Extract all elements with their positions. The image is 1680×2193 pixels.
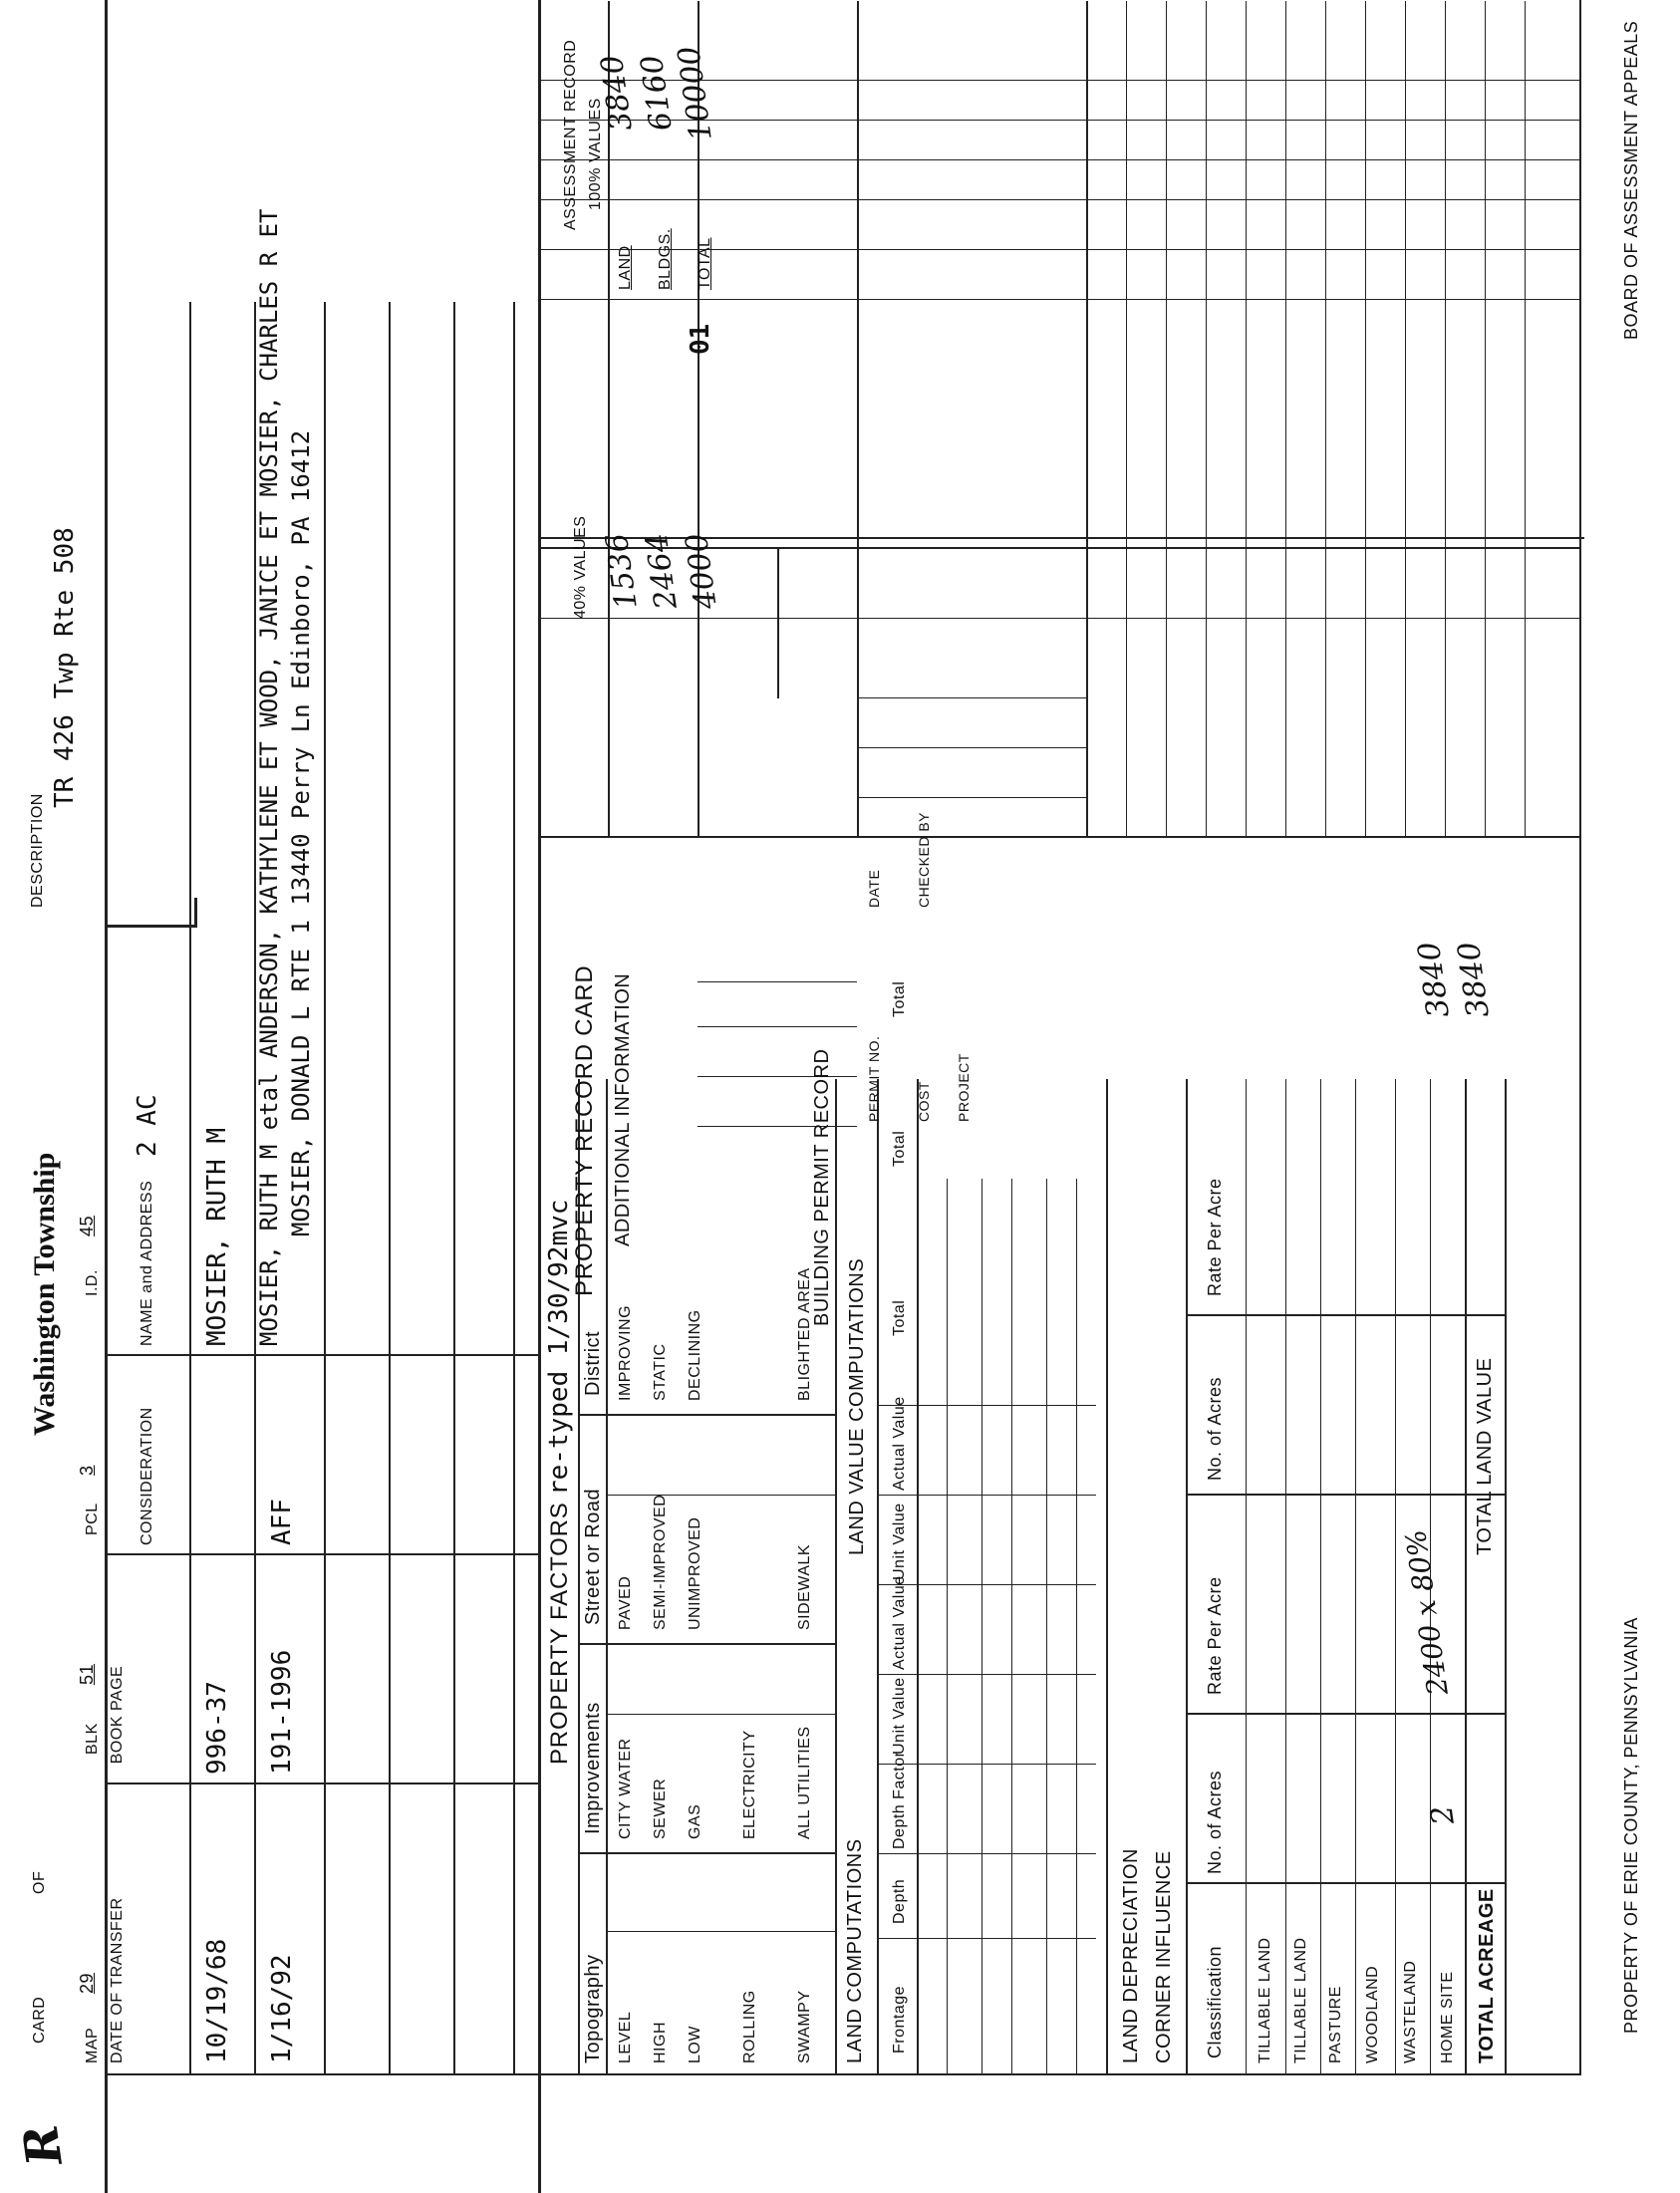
assess-land: 3840	[594, 53, 640, 134]
assess-label-land: LAND	[617, 245, 634, 290]
class-tillable-2: TILLABLE LAND	[1292, 1937, 1309, 2063]
class-woodland: WOODLAND	[1364, 1965, 1381, 2063]
lc-unit-value-1: Unit Value	[891, 1677, 908, 1755]
dep-rate-1: Rate Per Acre	[1205, 1576, 1225, 1695]
assess-label-total: TOTAL	[697, 237, 713, 290]
lc-depth-factor: Depth Factor	[891, 1751, 908, 1849]
total-land-value-label: TOTAL LAND VALUE	[1474, 1357, 1496, 1555]
values-40-code: 01	[686, 323, 715, 355]
description-value: TR 426 Twp Rte 508	[50, 527, 80, 808]
permit-checked-label: CHECKED BY	[916, 811, 932, 908]
imp-all-utilities: ALL UTILITIES	[796, 1726, 813, 1839]
col-book: BOOK PAGE	[109, 1665, 126, 1765]
values-40-total: 4000	[679, 531, 724, 612]
transfer-1-book: 996-37	[202, 1681, 232, 1775]
land-computations-title: LAND COMPUTATIONS	[844, 1838, 866, 2063]
id-value: 45	[77, 1215, 97, 1236]
assess-bldgs: 6160	[634, 53, 680, 134]
topo-high: HIGH	[652, 2022, 669, 2063]
blk-value: 51	[77, 1663, 97, 1685]
values-40-bldgs: 2464	[639, 531, 685, 612]
initial-mark: R	[12, 2121, 74, 2169]
imp-electricity: ELECTRICITY	[741, 1730, 758, 1839]
township-title: Washington Township	[28, 1152, 61, 1436]
assess-label-bldgs: BLDGS.	[657, 228, 674, 290]
topo-level: LEVEL	[617, 2011, 634, 2063]
class-pasture: PASTURE	[1327, 1986, 1344, 2063]
card-label: CARD	[31, 1996, 48, 2044]
home-site-total: 3840	[1411, 940, 1457, 1020]
lc-total-1: Total	[891, 1299, 908, 1336]
land-value-computations-title: LAND VALUE COMPUTATIONS	[846, 1257, 868, 1555]
district-blighted: BLIGHTED AREA	[796, 1267, 813, 1401]
col-name: NAME and ADDRESS	[139, 1180, 155, 1346]
permit-no-label: PERMIT NO.	[866, 1035, 882, 1122]
class-wasteland: WASTELAND	[1402, 1960, 1419, 2063]
assessment-subtitle: 100% VALUES	[587, 98, 604, 210]
values-40-label: 40% VALUES	[572, 515, 589, 619]
street-sidewalk: SIDEWALK	[796, 1543, 813, 1630]
land-depreciation-title: LAND DEPRECIATION	[1120, 1848, 1142, 2063]
property-factors-note: re-typed 1/30/92mvc	[544, 1199, 574, 1496]
col-date: DATE OF TRANSFER	[109, 1897, 126, 2063]
home-site-rate: 2400 x 80%	[1398, 1527, 1455, 1698]
dep-acres-1: No. of Acres	[1205, 1770, 1225, 1874]
corner-influence-title: CORNER INFLUENCE	[1153, 1850, 1175, 2063]
street-unimproved: UNIMPROVED	[687, 1516, 703, 1630]
col-improvements: Improvements	[582, 1702, 604, 1834]
district-static: STATIC	[652, 1343, 669, 1401]
pcl-value: 3	[77, 1465, 97, 1476]
imp-city-water: CITY WATER	[617, 1738, 634, 1839]
map-value: 29	[77, 1972, 97, 1994]
col-consideration: CONSIDERATION	[139, 1407, 155, 1545]
transfer-2-date: 1/16/92	[267, 1954, 297, 2063]
blk-label: BLK	[84, 1723, 101, 1755]
id-label: I.D.	[84, 1269, 101, 1296]
total-land-value: 3840	[1451, 940, 1497, 1020]
footer-right: BOARD OF ASSESSMENT APPEALS	[1621, 20, 1641, 340]
topo-swampy: SWAMPY	[796, 1990, 813, 2063]
lc-depth: Depth	[891, 1878, 908, 1924]
col-street: Street or Road	[582, 1488, 604, 1625]
topo-low: LOW	[687, 2026, 703, 2063]
map-label: MAP	[84, 2027, 101, 2063]
lc-total-2: Total	[891, 1130, 908, 1167]
description-label: DESCRIPTION	[29, 793, 46, 908]
class-tillable-1: TILLABLE LAND	[1257, 1937, 1273, 2063]
col-district: District	[582, 1330, 604, 1396]
pcl-label: PCL	[84, 1503, 101, 1535]
permit-date-label: DATE	[866, 869, 882, 908]
of-label: OF	[31, 1870, 48, 1894]
class-home-site: HOME SITE	[1439, 1971, 1456, 2063]
permit-project-label: PROJECT	[956, 1053, 972, 1122]
transfer-2-book: 191-1996	[267, 1649, 297, 1775]
permit-title: BUILDING PERMIT RECORD	[811, 1048, 833, 1326]
home-site-acres: 2	[1424, 1802, 1462, 1827]
district-improving: IMPROVING	[617, 1304, 634, 1401]
values-40-land: 1536	[599, 531, 645, 612]
lc-total-3: Total	[891, 980, 908, 1017]
acreage-note: 2 AC	[133, 1094, 162, 1157]
transfer-2-name-line2: MOSIER, DONALD L RTE 1 13440 Perry Ln Edinboro, PA 16412	[287, 429, 315, 1236]
transfer-1-date: 10/19/68	[202, 1938, 232, 2063]
card-title: PROPERTY RECORD CARD	[571, 964, 598, 1296]
assessment-title: ASSESSMENT RECORD	[562, 39, 579, 230]
district-declining: DECLINING	[687, 1309, 703, 1401]
additional-info: ADDITIONAL INFORMATION	[612, 972, 634, 1246]
lc-actual-value-2: Actual Value	[891, 1396, 908, 1491]
assess-total: 10000	[671, 44, 719, 143]
lc-frontage: Frontage	[891, 1985, 908, 2054]
dep-classification: Classification	[1205, 1945, 1225, 2058]
lc-unit-value-2: Unit Value	[891, 1503, 908, 1580]
dep-rate-2: Rate Per Acre	[1205, 1178, 1225, 1296]
imp-sewer: SEWER	[652, 1778, 669, 1839]
street-semi: SEMI-IMPROVED	[652, 1494, 669, 1630]
col-topography: Topography	[582, 1954, 604, 2063]
transfer-2-name: MOSIER, RUTH M etal ANDERSON, KATHYLENE ET WOOD, JANICE ET MOSIER, CHARLES R ET	[255, 208, 283, 1346]
property-factors-title: PROPERTY FACTORS	[546, 1502, 573, 1765]
imp-gas: GAS	[687, 1803, 703, 1839]
topo-rolling: ROLLING	[741, 1990, 758, 2063]
lc-actual-value-1: Actual Value	[891, 1575, 908, 1670]
permit-cost-label: COST	[916, 1081, 932, 1122]
transfer-2-consideration: AFF	[267, 1499, 297, 1545]
footer-left: PROPERTY OF ERIE COUNTY, PENNSYLVANIA	[1621, 1617, 1641, 2034]
street-paved: PAVED	[617, 1575, 634, 1630]
dep-acres-2: No. of Acres	[1205, 1376, 1225, 1481]
transfer-1-name: MOSIER, RUTH M	[202, 1127, 232, 1346]
total-acreage-label: TOTAL ACREAGE	[1476, 1888, 1498, 2063]
